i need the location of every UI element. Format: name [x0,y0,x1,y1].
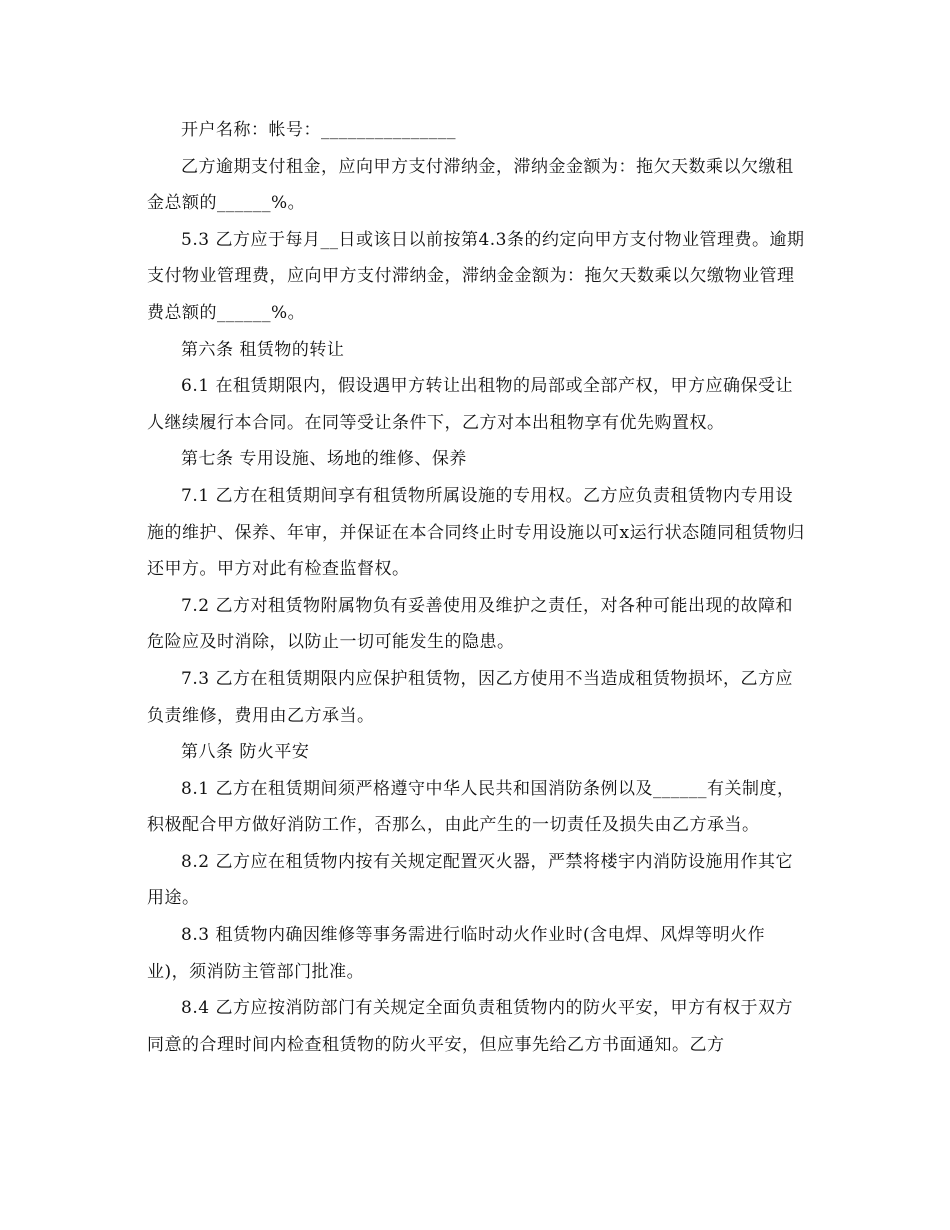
paragraph-account-info: 开户名称：帐号：_______________ [181,120,456,140]
paragraph-8-1: 8.1 乙方在租赁期间须严格遵守中华人民共和国消防条例以及______有关制度，积极配合甲方做好消防工作，否那么，由此产生的一切责任及损失由乙方承当。 [147,778,795,836]
section-heading-7: 第七条 专用设施、场地的维修、保养 [181,449,467,470]
paragraph-rent-late-fee: 乙方逾期支付租金，应向甲方支付滞纳金，滞纳金金额为：拖欠天数乘以欠缴租金总额的______%。 [147,156,794,214]
paragraph-7-3: 7.3 乙方在租赁期限内应保护租赁物，因乙方使用不当造成租赁物损坏，乙方应负责维修，费用由乙方承当。 [147,668,793,726]
paragraph-8-3: 8.3 租赁物内确因维修等事务需进行临时动火作业时(含电焊、风焊等明火作业)，须消防主管部门批准。 [147,925,766,982]
section-heading-8: 第八条 防火平安 [181,742,310,763]
paragraph-8-4: 8.4 乙方应按消防部门有关规定全面负责租赁物内的防火平安，甲方有权于双方同意的合理时间内检查租赁物的防火平安，但应事先给乙方书面通知。乙方 [147,998,793,1055]
document-body [147,112,807,1063]
paragraph-7-2: 7.2 乙方对租赁物附属物负有妥善使用及维护之责任，对各种可能出现的故障和危险应及时消除，以防止一切可能发生的隐患。 [147,595,793,653]
paragraph-6-1: 6.1 在租赁期限内，假设遇甲方转让出租物的局部或全部产权，甲方应确保受让人继续履行本合同。在同等受让条件下，乙方对本出租物享有优先购置权。 [147,376,793,433]
section-heading-6: 第六条 租赁物的转让 [181,339,345,360]
paragraph-7-1: 7.1 乙方在租赁期间享有租赁物所属设施的专用权。乙方应负责租赁物内专用设施的维护、保养、年审，并保证在本合同终止时专用设施以可x运行状态随同租赁物归还甲方。甲方对此有检查监督权。 [147,485,805,580]
paragraph-5-3: 5.3 乙方应于每月__日或该日以前按第4.3条的约定向甲方支付物业管理费。逾期支付物业管理费，应向甲方支付滞纳金，滞纳金金额为：拖欠天数乘以欠缴物业管理费总额的______%。 [147,229,805,323]
paragraph-8-2: 8.2 乙方应在租赁物内按有关规定配置灭火器，严禁将楼宇内消防设施用作其它用途。 [147,851,793,909]
